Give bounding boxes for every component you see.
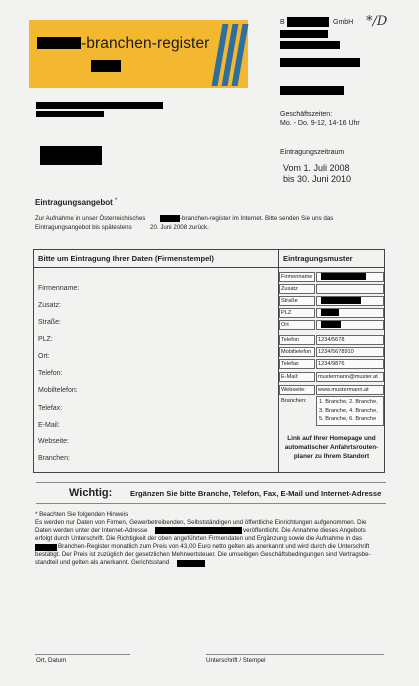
important-banner [36,482,386,504]
sample-branchen-line: 1. Branche, 2. Branche, [319,399,378,405]
company-logo [29,20,248,88]
notes-line: erfolgt durch Unterschrift. Die Richtigkeit der oben angeführten Firmendaten und Ergänzung sowie die Aufnahme in das [35,535,363,542]
offer-title [35,198,117,207]
sample-row-label: Telefax [279,359,315,369]
signature-line [206,654,384,655]
form-field-label: Mobiltelefon: [38,387,78,394]
sample-row [279,359,384,369]
sample-row [279,284,384,294]
redacted-name [91,60,121,72]
sample-row-label: PLZ [279,308,315,318]
sample-row [279,272,384,282]
redacted-address [280,86,344,95]
sample-row [279,308,384,318]
redacted-url [155,527,242,534]
redacted-address [280,41,340,49]
sample-branchen-box [316,396,384,426]
redacted-name [35,544,57,551]
sample-row-value: 1234/5678 [316,335,384,345]
company-name-suffix: GmbH [333,19,354,26]
sample-row [279,347,384,357]
notes-line: veröffentlicht. Die Annahme dieses Angebots [243,527,366,534]
redacted-sample-value [321,297,361,304]
form-field-label: E-Mail: [38,422,60,429]
form-field-label: Zusatz: [38,302,61,309]
form-field-label: Ort: [38,353,50,360]
sample-link-line: Link auf Ihrer Homepage und [287,435,376,442]
sample-link-note [279,434,384,461]
notes-line: Es werden nur Daten von Firmen, Gewerbetreibenden, Selbstständigen und öffentliche Einrichtungen aufgenommen. Die [35,519,367,526]
sample-row-label: Straße [279,296,315,306]
sample-row-label: Webseite: [279,385,315,395]
sample-row-value: 1234/9876 [316,359,384,369]
notes-line: bestätigt. Der Preis ist zuzüglich der gesetzlichen Mehrwertsteuer. Die umseitigen Geschäftsbedingungen sind Vertragsbe- [35,551,371,558]
redacted-recipient [36,111,104,117]
form-right-header: Eintragungsmuster [283,254,353,263]
place-date-label: Ort, Datum [36,657,67,664]
notes-heading: * Beachten Sie folgenden Hinweis [35,511,129,518]
form-field-label: Branchen: [38,455,70,462]
redacted-address [280,30,328,38]
form-field-label: Webseite: [38,438,69,445]
sample-row-value: mustermann@muster.at [316,372,384,382]
sample-row [279,385,384,395]
sample-link-line: planer zu Ihrem Standort [293,453,370,460]
sample-row [279,335,384,345]
notes-line: Daten werden unter der Internet-Adresse [35,527,148,534]
important-text: Ergänzen Sie bitte Branche, Telefon, Fax, E-Mail und Internet-Adresse [130,489,382,498]
sample-row-label: E-Mail: [279,372,315,382]
sample-row [279,372,384,382]
redacted-name [160,215,180,222]
period-label: Eintragungszeitraum [280,149,345,156]
period-to: bis 30. Juni 2010 [283,174,352,184]
redacted-sample-value [321,309,339,316]
sample-row-label: Ort [279,320,315,330]
hours-value: Mo. - Do. 9-12, 14-16 Uhr [280,120,360,127]
sample-row-label: Firmenname [279,272,315,282]
redacted-recipient [40,146,102,165]
sample-row-value: 1234/5678910 [316,347,384,357]
form-field-label: Straße: [38,319,61,326]
redacted-address [280,58,360,67]
offer-title-mark: * [115,198,118,204]
form-field-label: Telefon: [38,370,63,377]
offer-intro-3: Eintragungsangebot bis spätestens [35,224,132,231]
form-header-divider [33,267,385,268]
period-from: Vom 1. Juli 2008 [283,163,350,173]
important-label: Wichtig: [69,487,113,499]
redacted-sample-value [321,321,341,328]
redacted-court [177,560,205,567]
notes-line: Branchen-Register monatlich zum Preis von 43,00 Euro netto gelten als anerkannt und wird durch die Unterschrift [58,543,370,550]
hours-label: Geschäftszeiten: [280,111,333,118]
sample-row [279,320,384,330]
sample-row-value [316,284,384,294]
redacted-sample-value [321,273,366,280]
offer-intro-2: -branchen-register im Internet. Bitte senden Sie uns das [180,215,334,222]
form-field-label: Firmenname: [38,285,80,292]
offer-intro-1: Zur Aufnahme in unser Österreichisches [35,215,146,222]
company-name-prefix: B [280,19,285,26]
offer-title-text: Eintragungsangebot [35,198,113,207]
sample-branchen-line: 3. Branche, 4. Branche, [319,407,378,414]
sample-row-label: Telefon [279,335,315,345]
logo-text: -branchen-register [81,35,210,52]
sample-row-value: www.mustermann.at [316,385,384,395]
handwritten-mark: */D [366,14,388,29]
sample-link-line: automatischer Anfahrtsrouten- [284,444,379,451]
sample-row [279,296,384,306]
place-date-line [35,654,130,655]
sample-row-label: Zusatz [279,284,315,294]
offer-deadline: 20. Juni 2008 zurück. [150,224,209,231]
sample-row-label: Mobiltelefon [279,347,315,357]
sample-branchen-label: Branchen: [281,398,307,404]
form-left-header: Bitte um Eintragung Ihrer Daten (Firmenstempel) [38,254,214,263]
signature-label: Unterschrift / Stempel [206,657,266,664]
sample-branchen-line: 5. Branche, 6. Branche [319,416,377,422]
form-field-label: Telefax: [38,405,63,412]
redacted-name [37,37,81,49]
form-field-label: PLZ: [38,336,53,343]
redacted-company [287,17,329,27]
notes-line: standteil und gelten als anerkannt. Gerichtsstand [35,559,170,566]
redacted-recipient [36,102,163,109]
